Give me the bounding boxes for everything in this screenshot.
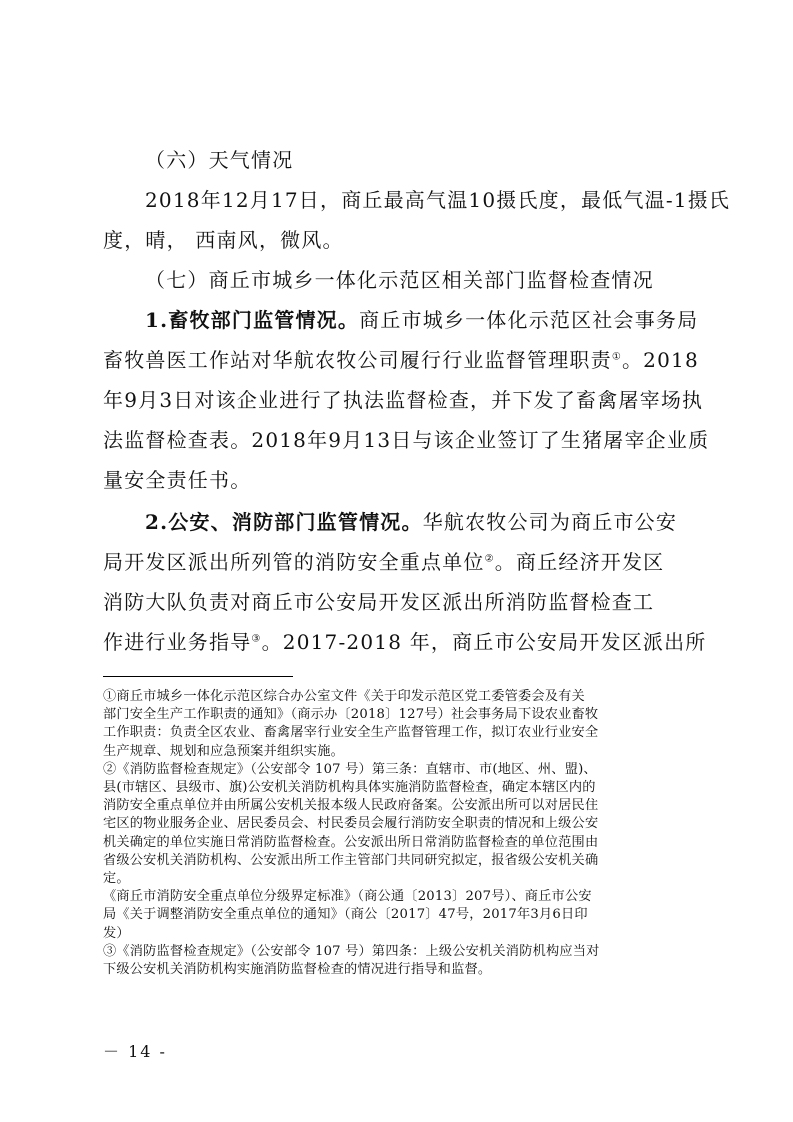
p1-line-2 xyxy=(103,346,699,374)
footnote-ref-3: ③ xyxy=(251,633,262,645)
p1-line-2-tail: 。2018 xyxy=(621,348,699,372)
footnotes xyxy=(103,688,693,979)
footnote-ref-1: ① xyxy=(611,351,622,363)
footnote-1 xyxy=(103,688,693,761)
footnote-line: 《商丘市消防安全重点单位分级界定标准》（商公通〔2013〕207号）、商丘市公安 xyxy=(103,889,592,905)
footnote-3 xyxy=(103,943,693,979)
footnote-line: 工作职责：负责全区农业、畜禽屠宰行业安全生产监督管理工作，拟订农业行业安全 xyxy=(103,725,599,741)
p1-line-1-text: 商丘市城乡一体化示范区社会事务局 xyxy=(359,308,699,332)
p1-line-5: 量安全责任书。 xyxy=(103,468,252,492)
footnote-line: 生产规章、规划和应急预案并组织实施。 xyxy=(103,743,344,759)
weather-line-1: 2018年12月17日，商丘最高气温10摄氏度，最低气温-1摄氏 xyxy=(145,188,731,212)
weather-line-2: 度，晴， 西南风，微风。 xyxy=(103,228,344,252)
p2-line-2-text: 局开发区派出所列管的消防安全重点单位 xyxy=(103,550,485,574)
p2-line-1 xyxy=(145,508,693,536)
section6-heading: （六）天气情况 xyxy=(145,148,294,172)
p1-line-1 xyxy=(145,306,699,334)
section7-heading: （七）商丘市城乡一体化示范区相关部门监督检查情况 xyxy=(145,268,654,292)
footnote-line: 部门安全生产工作职责的通知》（商示办〔2018〕127号）社会事务局下设农业畜牧 xyxy=(103,707,599,723)
footnote-line: 下级公安机关消防机构实施消防监督检查的情况进行指导和监督。 xyxy=(103,962,492,978)
p1-line-2-text: 畜牧兽医工作站对华航农牧公司履行行业监督管理职责 xyxy=(103,348,612,372)
footnote-ref-2: ② xyxy=(484,553,495,565)
p2-bold-heading: 2.公安、消防部门监管情况。 xyxy=(145,510,423,534)
footnote-line: ②《消防监督检查规定》（公安部令 107 号）第三条：直辖市、市(地区、州、盟)、 xyxy=(103,761,597,777)
page-number: － 14 - xyxy=(103,1042,167,1061)
p1-line-3: 年9月3日对该企业进行了执法监督检查，并下发了畜禽屠宰场执 xyxy=(103,388,704,412)
p2-line-4-tail: 。2017-2018 年，商丘市公安局开发区派出所 xyxy=(261,630,707,654)
footnote-line: ①商丘市城乡一体化示范区综合办公室文件《关于印发示范区党工委管委会及有关 xyxy=(103,689,585,704)
p2-line-2-tail: 。商丘经济开发区 xyxy=(494,550,665,574)
p2-line-1-text: 华航农牧公司为商丘市公安 xyxy=(422,510,678,534)
footnote-line: 定。 xyxy=(103,871,130,887)
footnote-line: ③《消防监督检查规定》（公安部令 107 号）第四条：上级公安机关消防机构应当对 xyxy=(103,943,600,959)
p2-line-4 xyxy=(103,628,707,656)
p2-line-3: 消防大队负责对商丘市公安局开发区派出所消防监督检查工 xyxy=(103,590,655,614)
footnote-line: 县(市辖区、县级市、旗)公安机关消防机构具体实施消防监督检查，确定本辖区内的 xyxy=(103,780,596,796)
footnote-separator xyxy=(103,676,293,677)
p2-line-2 xyxy=(103,548,693,576)
footnote-line: 局《关于调整消防安全重点单位的通知》（商公〔2017〕47号，2017年3月6日印 xyxy=(103,907,588,923)
footnote-line: 机关确定的单位实施日常消防监督检查。公安派出所日常消防监督检查的单位范围由 xyxy=(103,834,599,850)
footnote-line: 发） xyxy=(103,925,130,941)
footnote-line: 消防安全重点单位并由所属公安机关报本级人民政府备案。公安派出所可以对居民住 xyxy=(103,798,599,814)
p1-line-4: 法监督检查表。2018年9月13日与该企业签订了生猪屠宰企业质 xyxy=(103,428,710,452)
footnote-2 xyxy=(103,761,693,943)
footnote-line: 省级公安机关消防机构、公安派出所工作主管部门共同研究拟定，报省级公安机关确 xyxy=(103,852,599,868)
footnote-line: 宅区的物业服务企业、居民委员会、村民委员会履行消防安全职责的情况和上级公安 xyxy=(103,816,599,832)
p1-bold-heading: 1.畜牧部门监管情况。 xyxy=(145,308,360,332)
p2-line-4-text: 作进行业务指导 xyxy=(103,630,252,654)
